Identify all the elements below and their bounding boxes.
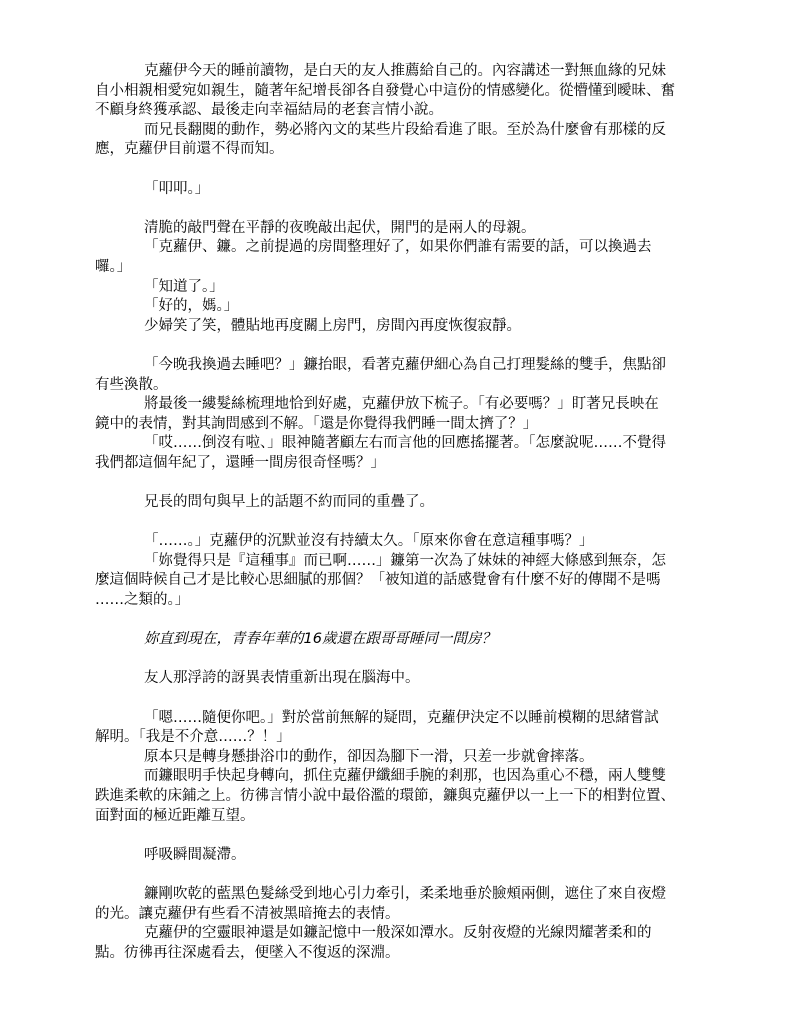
paragraph [95,709,699,748]
text-line: 友人那浮誇的訝異表情重新出現在腦海中。 [144,670,420,687]
blank-line [95,160,699,180]
blank-line [95,865,699,885]
text-line: ……之類的。」 [95,592,190,609]
paragraph [95,297,699,317]
paragraph [95,669,699,689]
text-line: 將最後一縷髮絲梳理地恰到好處，克蘿伊放下梳子。「有必要嗎？」盯著兄長映在 [144,396,659,413]
paragraph [95,219,699,239]
text-line: 應，克蘿伊目前還不得而知。 [95,141,284,158]
text-line: 鏡中的表情，對其詢問感到不解。「還是你覺得我們睡一間太擠了？」 [95,415,538,432]
text-line: 「叩叩。」 [144,180,210,197]
blank-line [95,473,699,493]
text-line: 原本只是轉身懸掛浴巾的動作，卻因為腳下一滑，只差一步就會摔落。 [144,748,594,765]
text-line: 不顧身終獲承認、最後走向幸福結局的老套言情小說。 [95,102,443,119]
text-line: 解明。「我是不介意……？！」 [95,729,291,746]
text-line: 妳直到現在，青春年華的16歲還在跟哥哥睡同一間房？ [144,631,496,648]
text-line: 「克蘿伊、鐮。之前提過的房間整理好了，如果你們誰有需要的話，可以換過去 [144,239,652,256]
text-line: 的光。讓克蘿伊有些看不清被黑暗掩去的表情。 [95,905,400,922]
text-line: 點。彷彿再往深處看去，便墜入不復返的深淵。 [95,944,400,961]
text-line: 清脆的敲門聲在平靜的夜晚敲出起伏，開門的是兩人的母親。 [144,219,536,236]
paragraph [95,62,699,121]
paragraph [95,121,699,160]
text-line: 少婦笑了笑，體貼地再度關上房門，房間內再度恢復寂靜。 [144,317,521,334]
text-line: 「知道了。」 [144,278,224,295]
text-line: 麼這個時候自己才是比較心思細膩的那個？「被知道的話感覺會有什麼不好的傳聞不是嗎 [95,572,661,589]
text-line: 「妳覺得只是『這種事』而已啊……」鐮第一次為了妹妹的神經大條感到無奈，怎 [144,552,666,569]
text-line: 鐮剛吹乾的藍黑色髮絲受到地心引力牽引，柔柔地垂於臉頰兩側，遮住了來自夜燈 [144,885,666,902]
paragraph [95,748,699,768]
text-line: 跌進柔軟的床鋪之上。彷彿言情小說中最俗濫的環節，鐮與克蘿伊以一上一下的相對位置、 [95,787,675,804]
paragraph [95,532,699,552]
blank-line [95,199,699,219]
paragraph [95,630,699,650]
text-line: 「嗯……隨便你吧。」對於當前無解的疑問，克蘿伊決定不以睡前模糊的思緒嘗試 [144,709,659,726]
paragraph [95,395,699,434]
paragraph [95,767,699,826]
text-line: 自小相親相愛宛如親生，隨著年紀增長卻各自發覺心中這份的情感變化。從懵懂到曖昧、奮 [95,82,675,99]
paragraph [95,238,699,277]
paragraph [95,846,699,866]
document-page [95,62,699,963]
text-line: 呼吸瞬間凝滯。 [144,846,246,863]
text-line: 兄長的問句與早上的話題不約而同的重疊了。 [144,494,434,511]
text-line: 囉。」 [95,258,132,275]
blank-line [95,826,699,846]
blank-line [95,611,699,631]
text-line: 「……。」克蘿伊的沉默並沒有持續太久。「原來你會在意這種事嗎？」 [144,533,594,550]
text-line: 「哎……倒沒有啦、」眼神隨著顧左右而言他的回應搖擺著。「怎麼說呢……不覺得 [144,435,666,452]
text-line: 克蘿伊今天的睡前讀物，是白天的友人推薦給自己的。內容講述一對無血緣的兄妹 [144,63,666,79]
blank-line [95,689,699,709]
text-line: 有些渙散。 [95,376,168,393]
text-line: 我們都這個年紀了，還睡一間房很奇怪嗎？」 [95,454,385,471]
paragraph [95,317,699,337]
paragraph [95,924,699,963]
text-line: 面對面的極近距離互望。 [95,807,255,824]
blank-line [95,513,699,533]
paragraph [95,180,699,200]
text-line: 「今晚我換過去睡吧？」鐮抬眼，看著克蘿伊細心為自己打理髮絲的雙手，焦點卻 [144,356,666,373]
text-line: 「好的，媽。」 [144,298,239,315]
text-line: 而鐮眼明手快起身轉向，抓住克蘿伊纖細手腕的剎那，也因為重心不穩，兩人雙雙 [144,768,666,785]
paragraph [95,552,699,611]
paragraph [95,434,699,473]
paragraph [95,885,699,924]
blank-line [95,650,699,670]
text-line: 而兄長翻閱的動作，勢必將內文的某些片段給看進了眼。至於為什麼會有那樣的反 [144,121,666,138]
paragraph [95,278,699,298]
text-line: 克蘿伊的空靈眼神還是如鐮記憶中一般深如潭水。反射夜燈的光線閃耀著柔和的 [144,925,652,942]
blank-line [95,336,699,356]
paragraph [95,493,699,513]
paragraph [95,356,699,395]
